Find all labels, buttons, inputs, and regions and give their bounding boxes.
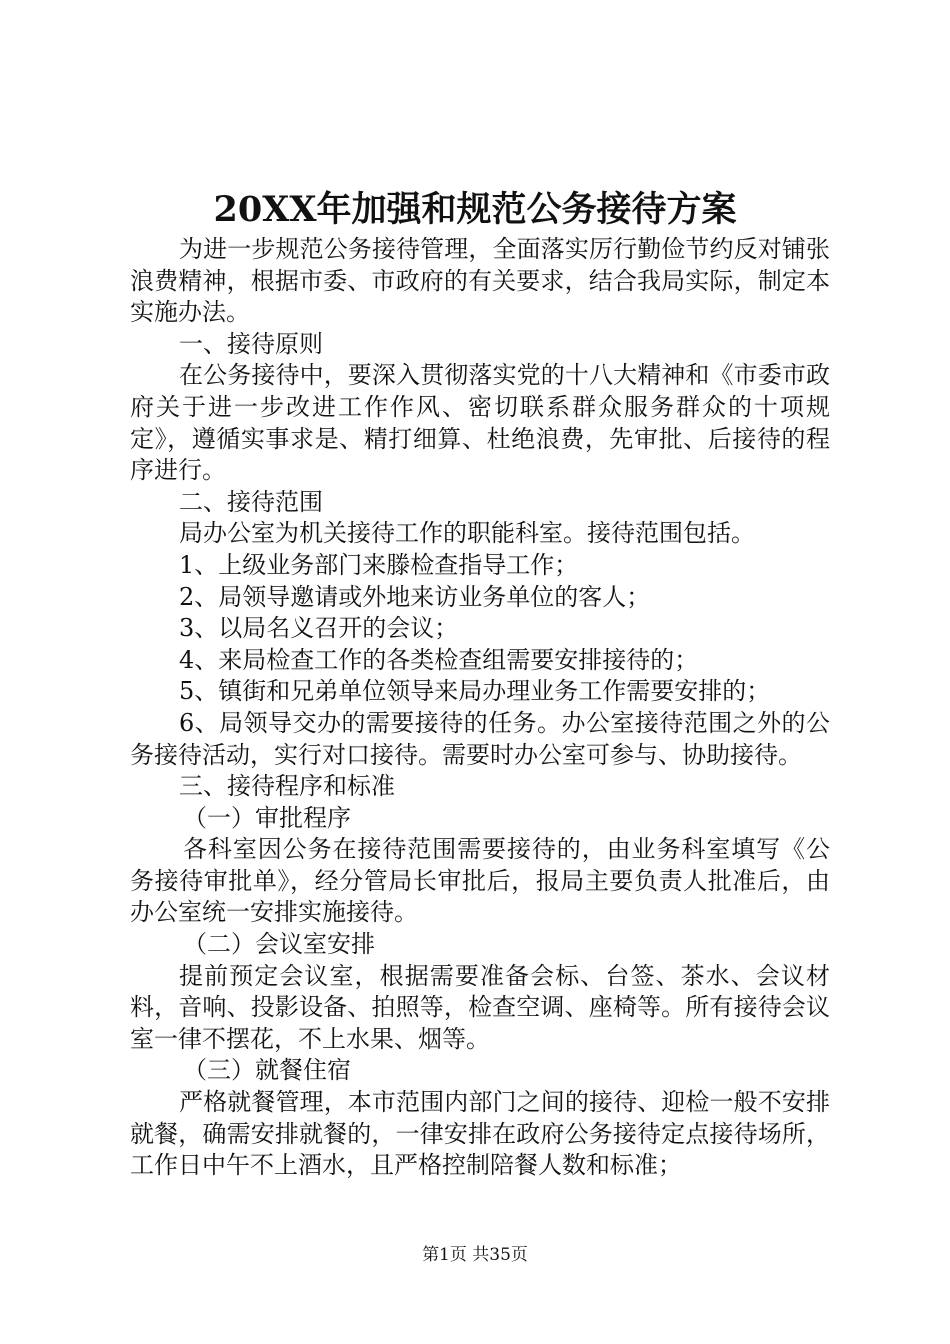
section-heading-procedure: 三、接待程序和标准 <box>179 772 395 801</box>
scope-paragraph: 局办公室为机关接待工作的职能科室。接待范围包括。 <box>179 519 755 548</box>
list-item: 4、来局检查工作的各类检查组需要安排接待的； <box>179 645 699 674</box>
approval-paragraph: 各科室因公务在接待范围需要接待的，由业务科室填写《公务接待审批单》，经分管局长审批后，报局主要负责人批准后，由办公室统一安排实施接待。 <box>130 835 830 927</box>
page-footer: 第1页 共35页 <box>422 1245 528 1265</box>
subsection-heading-approval: （一）审批程序 <box>183 803 351 832</box>
intro-paragraph: 为进一步规范公务接待管理，全面落实厉行勤俭节约反对铺张浪费精神，根据市委、市政府的有关要求，结合我局实际，制定本实施办法。 <box>130 235 830 327</box>
list-item: 5、镇街和兄弟单位领导来局办理业务工作需要安排的； <box>179 677 771 706</box>
principles-paragraph: 在公务接待中，要深入贯彻落实党的十八大精神和《市委市政府关于进一步改进工作作风、密切联系群众服务群众的十项规定》，遵循实事求是、精打细算、杜绝浪费，先审批、后接待的程序进行。 <box>130 361 830 485</box>
dining-paragraph: 严格就餐管理，本市范围内部门之间的接待、迎检一般不安排就餐，确需安排就餐的，一律安排在政府公务接待定点接待场所，工作日中午不上酒水，且严格控制陪餐人数和标准； <box>130 1088 830 1180</box>
list-item: 2、局领导邀请或外地来访业务单位的客人； <box>179 582 651 611</box>
meeting-room-paragraph: 提前预定会议室，根据需要准备会标、台签、茶水、会议材料，音响、投影设备、拍照等，检查空调、座椅等。所有接待会议室一律不摆花，不上水果、烟等。 <box>130 961 830 1053</box>
list-item: 6、局领导交办的需要接待的任务。办公室接待范围之外的公务接待活动，实行对口接待。需要时办公室可参与、协助接待。 <box>130 708 830 769</box>
list-item: 3、以局名义召开的会议； <box>179 614 459 643</box>
subsection-heading-meeting-room: （二）会议室安排 <box>183 930 375 959</box>
list-item: 1、上级业务部门来滕检查指导工作； <box>179 550 579 579</box>
section-heading-scope: 二、接待范围 <box>179 487 323 516</box>
document-title: 20XX年加强和规范公务接待方案 <box>213 189 737 230</box>
document-body <box>130 234 830 1182</box>
subsection-heading-dining: （三）就餐住宿 <box>183 1056 351 1085</box>
section-heading-principles: 一、接待原则 <box>179 329 323 358</box>
